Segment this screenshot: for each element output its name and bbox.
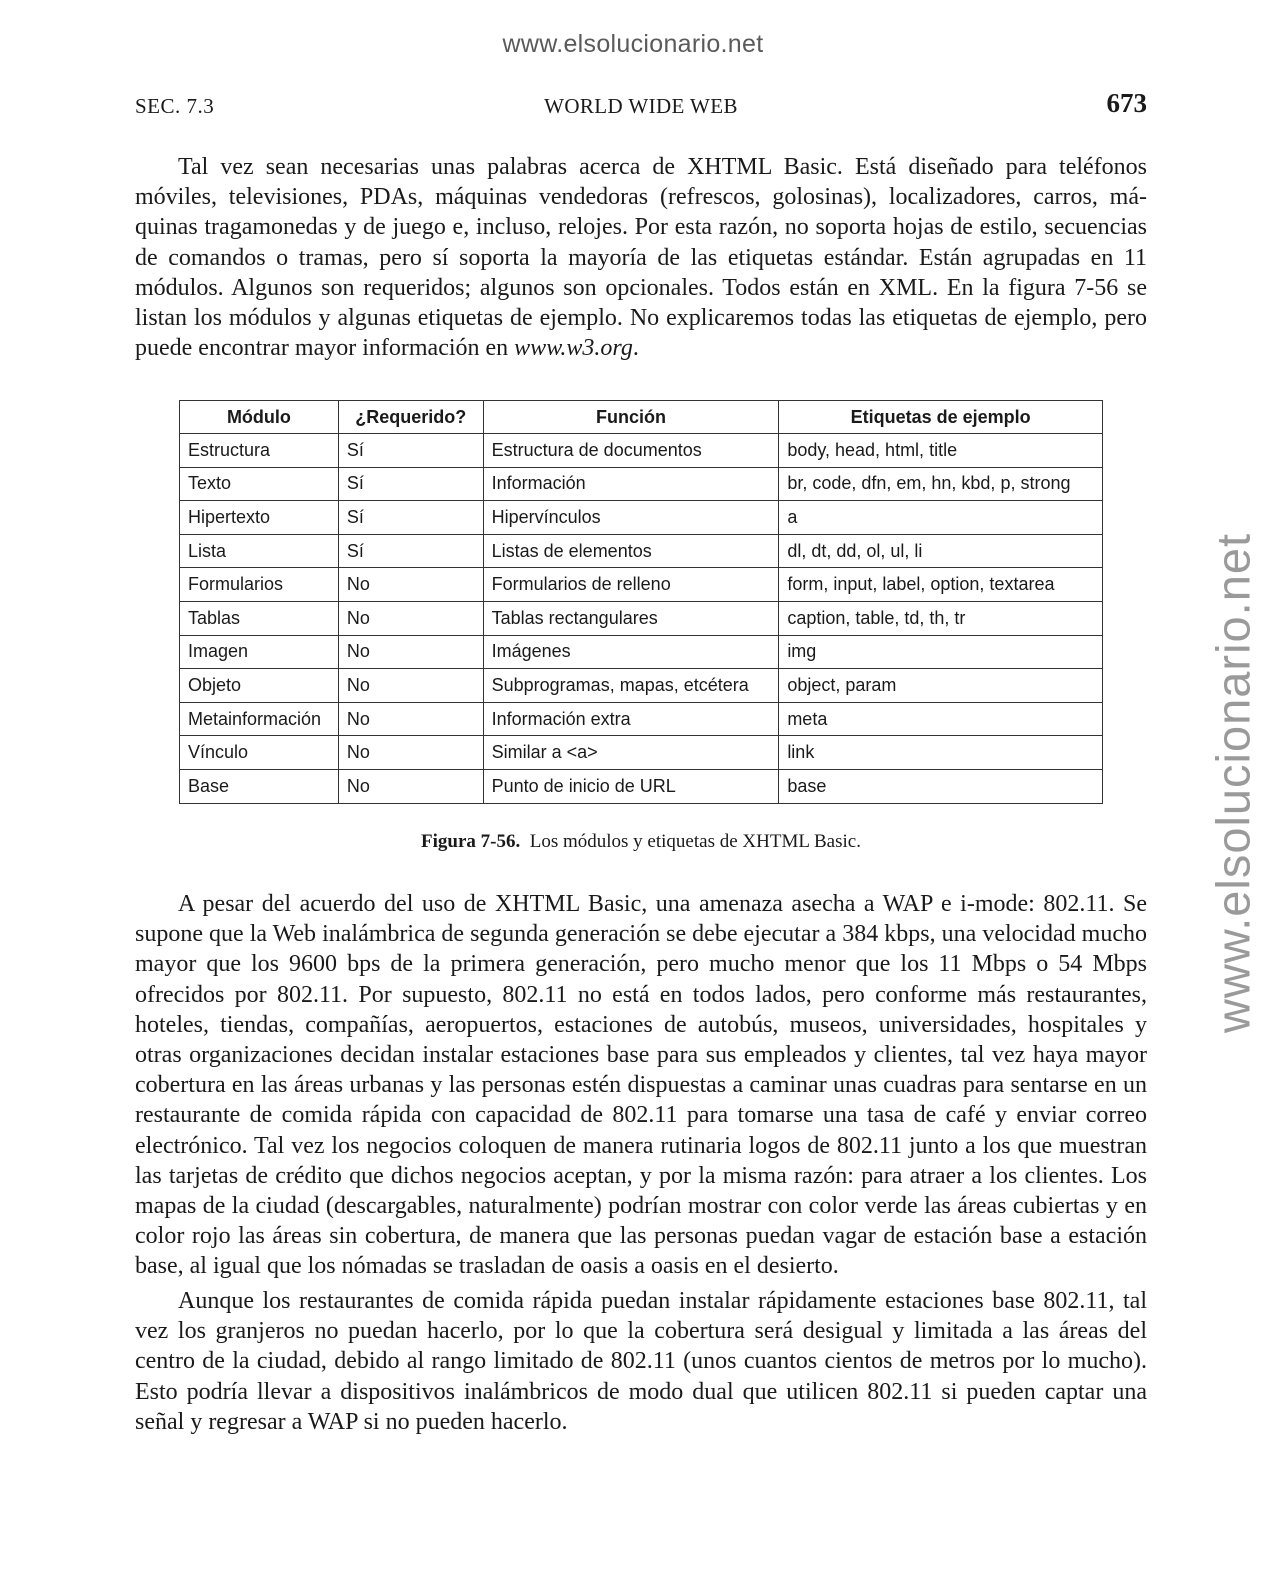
table-row xyxy=(180,769,1103,803)
running-head xyxy=(135,88,1147,124)
paragraph-xhtml-basic xyxy=(135,152,1147,363)
cell-modulo: Objeto xyxy=(180,669,339,703)
cell-etiquetas: a xyxy=(779,501,1103,535)
cell-requerido: Sí xyxy=(338,501,483,535)
cell-funcion: Subprogramas, mapas, etcétera xyxy=(483,669,779,703)
cell-etiquetas: link xyxy=(779,736,1103,770)
cell-etiquetas: meta xyxy=(779,702,1103,736)
paragraph-end: . xyxy=(632,335,639,362)
cell-funcion: Punto de inicio de URL xyxy=(483,769,779,803)
table-row xyxy=(180,635,1103,669)
table-row xyxy=(180,467,1103,501)
table-row xyxy=(180,534,1103,568)
cell-etiquetas: form, input, label, option, textarea xyxy=(779,568,1103,602)
table-row xyxy=(180,669,1103,703)
cell-funcion: Información extra xyxy=(483,702,779,736)
table-row xyxy=(180,702,1103,736)
cell-requerido: No xyxy=(338,568,483,602)
table-row xyxy=(180,434,1103,468)
figure-label: Figura 7-56. xyxy=(421,831,521,852)
cell-modulo: Vínculo xyxy=(180,736,339,770)
cell-modulo: Base xyxy=(180,769,339,803)
w3-url: www.w3.org xyxy=(514,335,633,362)
header-funcion: Función xyxy=(483,401,779,434)
figure-caption xyxy=(0,831,1280,853)
cell-funcion: Información xyxy=(483,467,779,501)
cell-requerido: Sí xyxy=(338,434,483,468)
cell-modulo: Estructura xyxy=(180,434,339,468)
paragraph-fast-food: Aunque los restaurantes de comida rápida puedan instalar rápidamente estaciones base 802.11, tal vez los granjeros no puedan hacerlo, por lo que la cobertura será desigual y limitada a las áreas del centro de la ciudad, debido al rango limitado de 802.11 (unos cuantos cientos de metros por lo mucho). Esto podría llevar a dispositivos inalámbricos de modo dual que utilicen 802.11 si pueden captar una señal y regresar a WAP si no pueden hacerlo. xyxy=(135,1288,1147,1435)
table-row xyxy=(180,736,1103,770)
cell-etiquetas: object, param xyxy=(779,669,1103,703)
table-header-row xyxy=(180,401,1103,434)
table-row xyxy=(180,501,1103,535)
cell-modulo: Lista xyxy=(180,534,339,568)
cell-modulo: Metainformación xyxy=(180,702,339,736)
cell-modulo: Hipertexto xyxy=(180,501,339,535)
cell-modulo: Formularios xyxy=(180,568,339,602)
modules-table xyxy=(179,400,1103,804)
cell-modulo: Imagen xyxy=(180,635,339,669)
cell-modulo: Texto xyxy=(180,467,339,501)
watermark-side: www.elsolucionario.net xyxy=(1206,532,1260,1034)
cell-requerido: No xyxy=(338,736,483,770)
header-etiquetas: Etiquetas de ejemplo xyxy=(779,401,1103,434)
cell-requerido: No xyxy=(338,702,483,736)
cell-funcion: Similar a <a> xyxy=(483,736,779,770)
cell-etiquetas: img xyxy=(779,635,1103,669)
cell-etiquetas: base xyxy=(779,769,1103,803)
cell-funcion: Tablas rectangulares xyxy=(483,601,779,635)
cell-requerido: No xyxy=(338,769,483,803)
table-row xyxy=(180,601,1103,635)
cell-funcion: Hipervínculos xyxy=(483,501,779,535)
header-modulo: Módulo xyxy=(180,401,339,434)
cell-requerido: No xyxy=(338,601,483,635)
header-requerido: ¿Requerido? xyxy=(338,401,483,434)
cell-requerido: No xyxy=(338,635,483,669)
cell-requerido: Sí xyxy=(338,467,483,501)
cell-requerido: Sí xyxy=(338,534,483,568)
paragraph-wap-threat: A pesar del acuerdo del uso de XHTML Basic, una amenaza asecha a WAP e i-mode: 802.11. Se supone que la Web inalámbrica de segunda generación se debe ejecutar a 384 kbps, una velocidad mucho mayor que los 9600 bps de la primera generación, pero mucho menor que los 11 Mbps o 54 Mbps ofrecidos por 802.11. Por supuesto, 802.11 no está en todos lados, pero conforme más restaurantes, hoteles, tiendas, compañías, aeropuertos, estaciones de autobús, museos, universidades, hospitales y otras organizaciones decidan instalar estaciones base para sus empleados y clientes, tal vez haya mayor cobertura en las áreas urbanas y las personas estén dispuestas a caminar unas cuadras para sentarse en un restaurante de comida rápida con capacidad de 802.11 para tomarse una tasa de café y enviar correo electrónico. Tal vez los negocios coloquen de manera rutinaria logos de 802.11 junto a los que muestran las tarjetas de crédito que dichos negocios aceptan, y por la misma razón: para atraer a los clientes. Los mapas de la ciudad (descargables, naturalmente) podrían mostrar con color verde las áreas cubiertas y en color rojo las áreas sin cobertura, de manera que las personas puedan vagar de estación base a estación base, al igual que los nómadas se trasladan de oasis a oasis en el desierto. xyxy=(135,891,1147,1280)
cell-funcion: Listas de elementos xyxy=(483,534,779,568)
watermark-top: www.elsolucionario.net xyxy=(502,30,764,58)
paragraph-xhtml-basic-text: Tal vez sean necesarias unas palabras acerca de XHTML Basic. Está diseñado para teléfonos móviles, televisiones, PDAs, máquinas vendedoras (refrescos, golosinas), localizadores, carros, máquinas tragamonedas y de juego e, incluso, relojes. Por esta razón, no soporta hojas de estilo, secuencias de comandos o tramas, pero sí soporta la mayoría de las etiquetas estándar. Están agrupadas en 11 módulos. Algunos son requeridos; algunos son opcionales. Todos están en XML. En la figura 7-56 se listan los módulos y algunas etiquetas de ejemplo. No explicaremos todas las etiquetas de ejemplo, pero puede encontrar mayor información en xyxy=(135,154,1147,362)
table-row xyxy=(180,568,1103,602)
cell-funcion: Imágenes xyxy=(483,635,779,669)
cell-modulo: Tablas xyxy=(180,601,339,635)
figure-caption-text: Los módulos y etiquetas de XHTML Basic. xyxy=(529,831,861,852)
cell-funcion: Estructura de documentos xyxy=(483,434,779,468)
section-number: SEC. 7.3 xyxy=(135,94,215,118)
cell-etiquetas: body, head, html, title xyxy=(779,434,1103,468)
chapter-title: WORLD WIDE WEB xyxy=(544,94,738,118)
cell-etiquetas: dl, dt, dd, ol, ul, li xyxy=(779,534,1103,568)
page-number: 673 xyxy=(1106,88,1147,118)
cell-etiquetas: caption, table, td, th, tr xyxy=(779,601,1103,635)
cell-etiquetas: br, code, dfn, em, hn, kbd, p, strong xyxy=(779,467,1103,501)
cell-funcion: Formularios de relleno xyxy=(483,568,779,602)
cell-requerido: No xyxy=(338,669,483,703)
